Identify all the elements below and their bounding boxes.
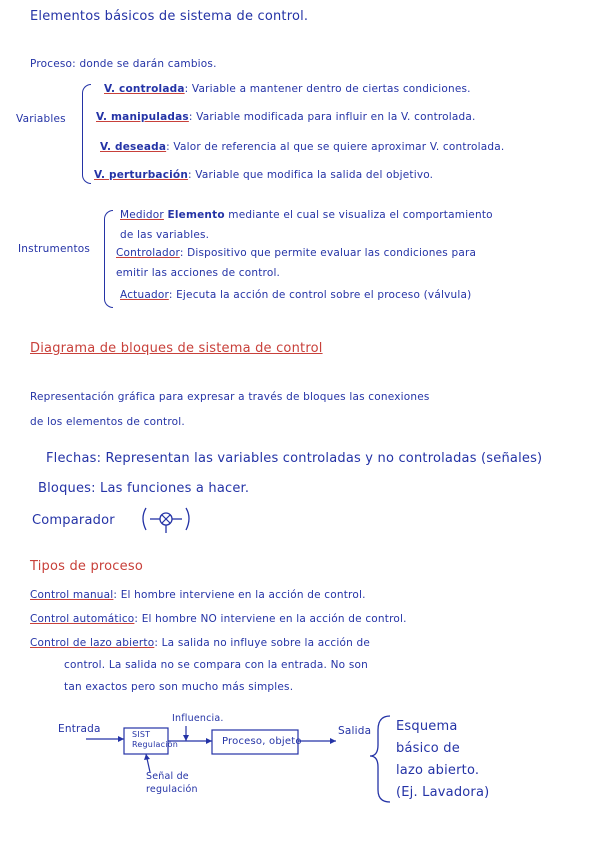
instrumento-item-cont: emitir las acciones de control. bbox=[116, 267, 281, 279]
variable-item: V. perturbación: Variable que modifica la salida del objetivo. bbox=[94, 169, 434, 181]
influencia-label: Influencia. bbox=[172, 713, 224, 724]
salida-label: Salida bbox=[338, 725, 372, 737]
instrumento-item: Medidor Elemento mediante el cual se visualiza el comportamiento bbox=[120, 209, 493, 221]
flechas-definition: Flechas: Representan las variables controladas y no controladas (señales) bbox=[46, 451, 543, 466]
diagrama-description: Representación gráfica para expresar a través de bloques las conexiones bbox=[30, 391, 430, 403]
variables-label: Variables bbox=[16, 113, 66, 125]
tipo-item: Control automático: El hombre NO interviene en la acción de control. bbox=[30, 613, 407, 625]
section-heading: Diagrama de bloques de sistema de control bbox=[30, 341, 323, 356]
instrumento-item: Actuador: Ejecuta la acción de control sobre el proceso (válvula) bbox=[120, 289, 472, 301]
instrumentos-label: Instrumentos bbox=[18, 243, 91, 255]
section-heading: Tipos de proceso bbox=[30, 559, 143, 574]
page-title: Elementos básicos de sistema de control. bbox=[30, 9, 309, 24]
variable-item: V. manipuladas: Variable modificada para influir en la V. controlada. bbox=[96, 111, 476, 123]
block-proceso: Proceso, objeto bbox=[222, 736, 302, 747]
tipo-item-cont: control. La salida no se compara con la entrada. No son bbox=[64, 659, 368, 671]
tipo-item: Control de lazo abierto: La salida no influye sobre la acción de bbox=[30, 637, 371, 649]
proceso-definition: Proceso: donde se darán cambios. bbox=[30, 58, 217, 70]
diagrama-description-cont: de los elementos de control. bbox=[30, 416, 185, 428]
variable-item: V. deseada: Valor de referencia al que se quiere aproximar V. controlada. bbox=[100, 141, 505, 153]
tipo-item: Control manual: El hombre interviene en la acción de control. bbox=[30, 589, 366, 601]
instrumento-item: Controlador: Dispositivo que permite evaluar las condiciones para bbox=[116, 247, 477, 259]
tipo-item-cont: tan exactos pero son mucho más simples. bbox=[64, 681, 294, 693]
diagram-note: Esquema básico de lazo abierto. (Ej. Lavadora) bbox=[396, 719, 490, 800]
senal-label: Señal de regulación bbox=[146, 771, 198, 795]
comparador-label: Comparador bbox=[32, 513, 115, 528]
bloques-definition: Bloques: Las funciones a hacer. bbox=[38, 481, 250, 496]
entrada-label: Entrada bbox=[58, 723, 101, 735]
block-regulacion: SIST Regulación bbox=[132, 730, 178, 749]
instrumento-item-cont: de las variables. bbox=[120, 229, 210, 241]
variable-item: V. controlada: Variable a mantener dentro de ciertas condiciones. bbox=[104, 83, 471, 95]
